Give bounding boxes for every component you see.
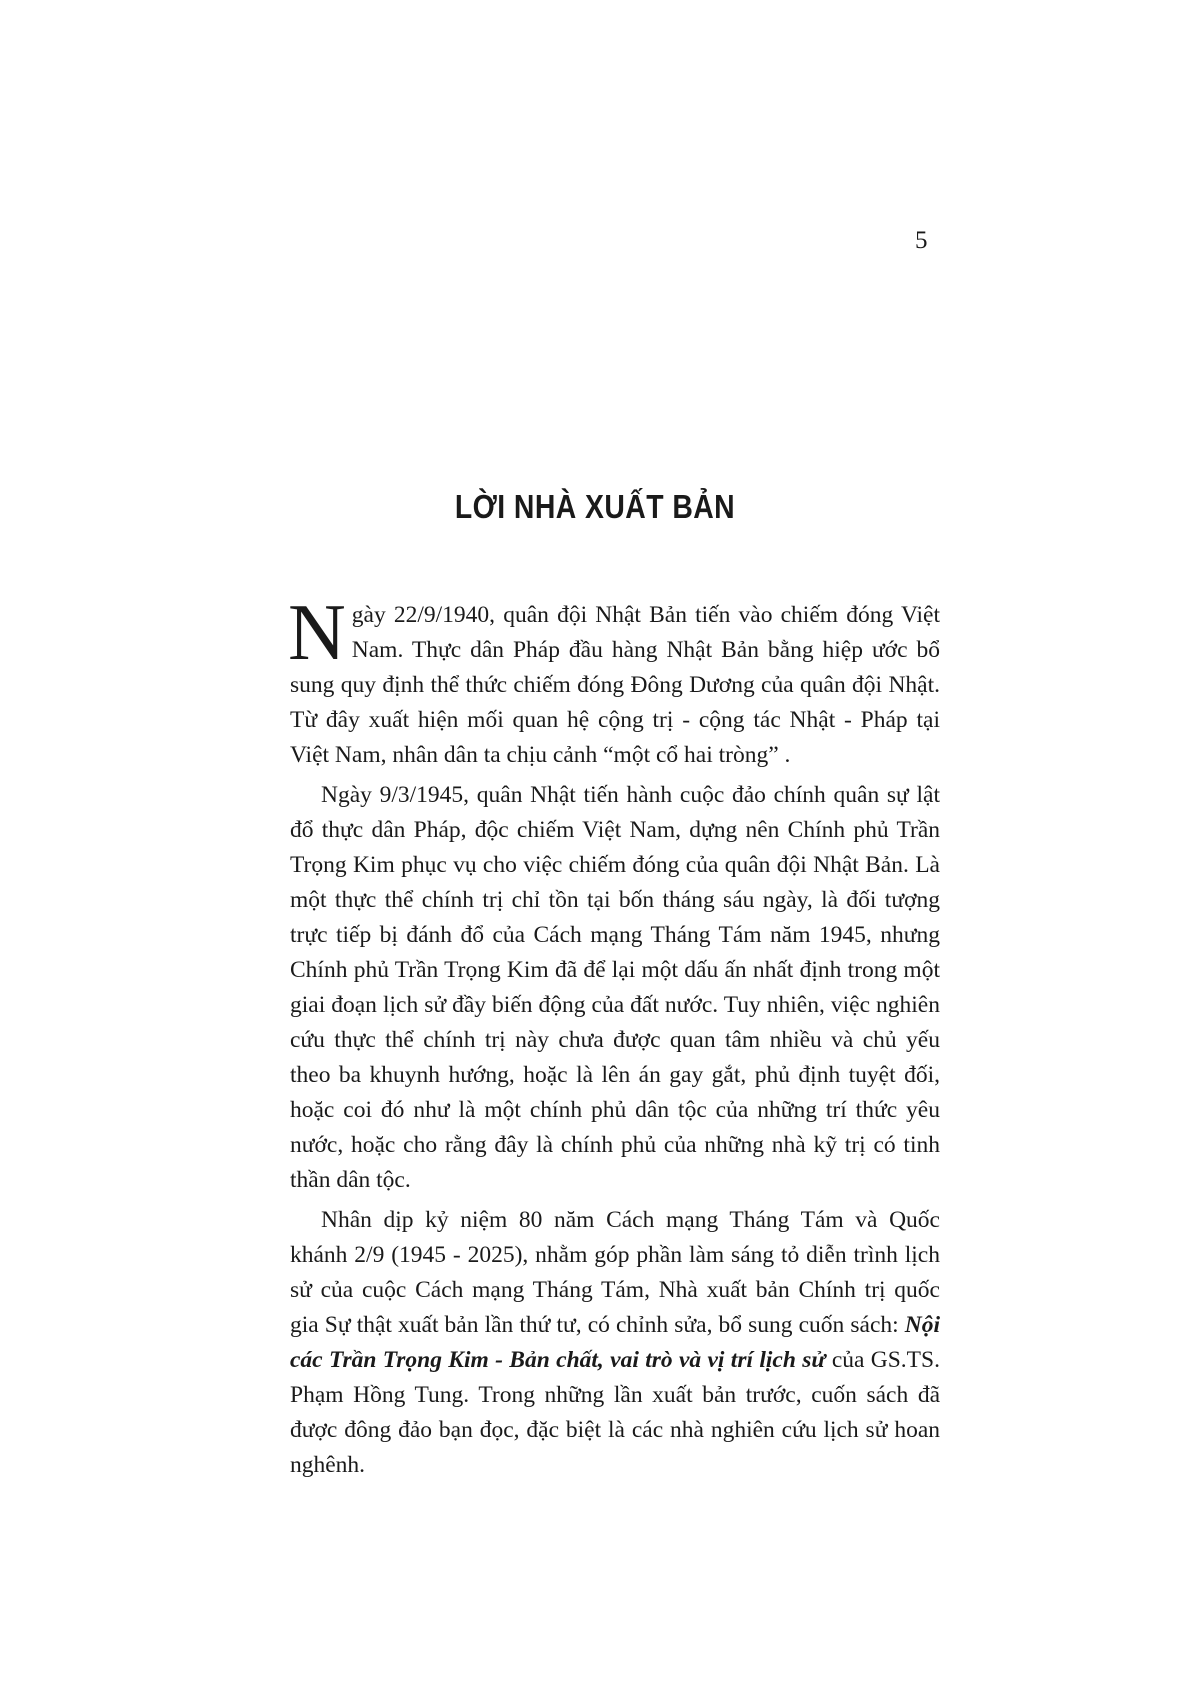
paragraph-2: Ngày 9/3/1945, quân Nhật tiến hành cuộc đảo chính quân sự lật đổ thực dân Pháp, độc chiếm Việt Nam, dựng nên Chính phủ Trần Trọng Kim phục vụ cho việc chiếm đóng của quân đội Nhật Bản. Là một thực thể chính trị chỉ tồn tại bốn tháng sáu ngày, là đối tượng trực tiếp bị đánh đổ của Cách mạng Tháng Tám năm 1945, nhưng Chính phủ Trần Trọng Kim đã để lại một dấu ấn nhất định trong một giai đoạn lịch sử đầy biến động của đất nước. Tuy nhiên, việc nghiên cứu thực thể chính trị này chưa được quan tâm nhiều và chủ yếu theo ba khuynh hướng, hoặc là lên án gay gắt, phủ định tuyệt đối, hoặc coi đó như là một chính phủ dân tộc của những trí thức yêu nước, hoặc cho rằng đây là chính phủ của những nhà kỹ trị có tinh thần dân tộc.	[290, 782, 940, 1193]
paragraph-3	[290, 1203, 940, 1483]
drop-cap: N	[288, 589, 346, 677]
paragraph-3-after: của GS.TS. Phạm Hồng Tung. Trong những lần xuất bản trước, cuốn sách đã được đông đảo bạn đọc, đặc biệt là các nhà nghiên cứu lịch sử hoan nghênh.	[290, 1347, 940, 1478]
book-title: Nội các Trần Trọng Kim - Bản chất, vai trò và vị trí lịch sử	[290, 1312, 940, 1373]
page-number: 5	[915, 227, 928, 254]
body-text	[288, 589, 940, 1488]
paragraph-1	[288, 589, 940, 773]
page-title: LỜI NHÀ XUẤT BẢN	[454, 488, 736, 525]
paragraph-1-text: gày 22/9/1940, quân đội Nhật Bản tiến vào chiếm đóng Việt Nam. Thực dân Pháp đầu hàng Nhật Bản bằng hiệp ước bổ sung quy định thể thức chiếm đóng Đông Dương của quân đội Nhật. Từ đây xuất hiện mối quan hệ cộng trị - cộng tác Nhật - Pháp tại Việt Nam, nhân dân ta chịu cảnh “một cổ hai tròng” .	[290, 602, 940, 768]
paragraph-3-before: Nhân dịp kỷ niệm 80 năm Cách mạng Tháng Tám và Quốc khánh 2/9 (1945 - 2025), nhằm góp phần làm sáng tỏ diễn trình lịch sử của cuộc Cách mạng Tháng Tám, Nhà xuất bản Chính trị quốc gia Sự thật xuất bản lần thứ tư, có chỉnh sửa, bổ sung cuốn sách:	[290, 1207, 940, 1338]
